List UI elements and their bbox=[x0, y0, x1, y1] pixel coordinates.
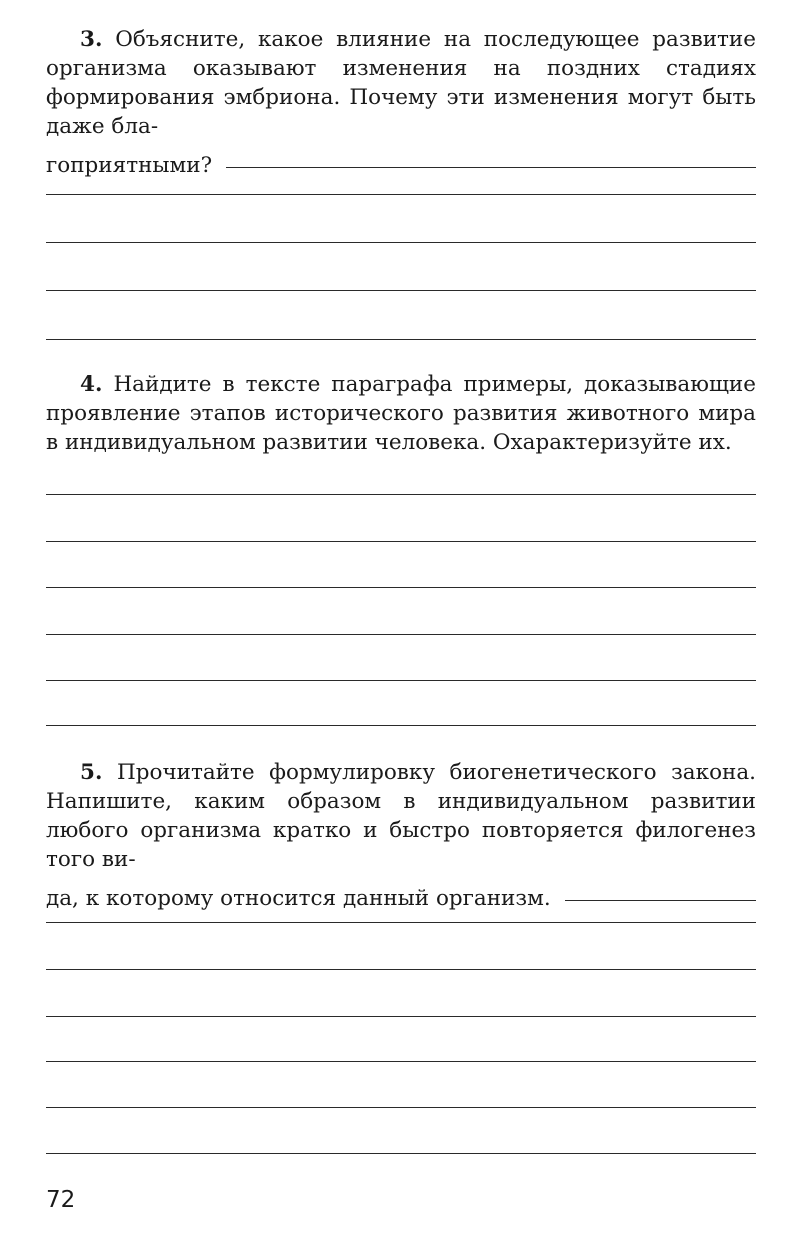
task-5-answer-inline-line[interactable] bbox=[565, 899, 756, 901]
task-4-answer-line[interactable] bbox=[46, 587, 756, 588]
task-5-answer-line[interactable] bbox=[46, 922, 756, 923]
task-3-answer-line[interactable] bbox=[46, 339, 756, 340]
task-5-answer-line[interactable] bbox=[46, 1107, 756, 1108]
task-4-number: 4. bbox=[80, 372, 103, 397]
task-5-body: Прочитайте формулировку биогенетического закона. Напишите, каким образом в индивидуальном развитии любого организма кратко и быстро повторяется филогенез того ви- bbox=[46, 760, 756, 872]
task-4-answer-line[interactable] bbox=[46, 541, 756, 542]
task-5-number: 5. bbox=[80, 760, 103, 785]
task-4-body: Найдите в тексте параграфа примеры, доказывающие проявление этапов исторического развития животного мира в индивидуальном развитии человека. Охарактеризуйте их. bbox=[46, 372, 756, 455]
task-3-tail: гоприятными? bbox=[46, 153, 213, 178]
task-5-answer-line[interactable] bbox=[46, 1153, 756, 1154]
task-5-answer-line[interactable] bbox=[46, 969, 756, 970]
task-4-answer-line[interactable] bbox=[46, 725, 756, 726]
task-5-answer-line[interactable] bbox=[46, 1016, 756, 1017]
task-5-text bbox=[46, 758, 756, 874]
task-5 bbox=[46, 758, 756, 913]
task-3-answer-inline-line[interactable] bbox=[226, 166, 756, 168]
task-3-answer-line[interactable] bbox=[46, 290, 756, 291]
task-4-answer-line[interactable] bbox=[46, 494, 756, 495]
task-4-answer-line[interactable] bbox=[46, 634, 756, 635]
task-3-answer-line[interactable] bbox=[46, 194, 756, 195]
task-3-answer-line[interactable] bbox=[46, 242, 756, 243]
task-4 bbox=[46, 370, 756, 457]
page-number: 72 bbox=[46, 1187, 76, 1213]
task-3-number: 3. bbox=[80, 27, 103, 52]
task-5-tail-row bbox=[46, 884, 756, 913]
task-4-answer-line[interactable] bbox=[46, 680, 756, 681]
task-3 bbox=[46, 25, 756, 180]
task-5-tail: да, к которому относится данный организм. bbox=[46, 886, 551, 911]
task-5-answer-line[interactable] bbox=[46, 1061, 756, 1062]
task-3-text bbox=[46, 25, 756, 141]
task-3-body: Объясните, какое влияние на последующее развитие организма оказывают изменения на поздних стадиях формирования эмбриона. Почему эти изменения могут быть даже бла- bbox=[46, 27, 756, 139]
task-4-text bbox=[46, 370, 756, 457]
task-3-tail-row bbox=[46, 151, 756, 180]
